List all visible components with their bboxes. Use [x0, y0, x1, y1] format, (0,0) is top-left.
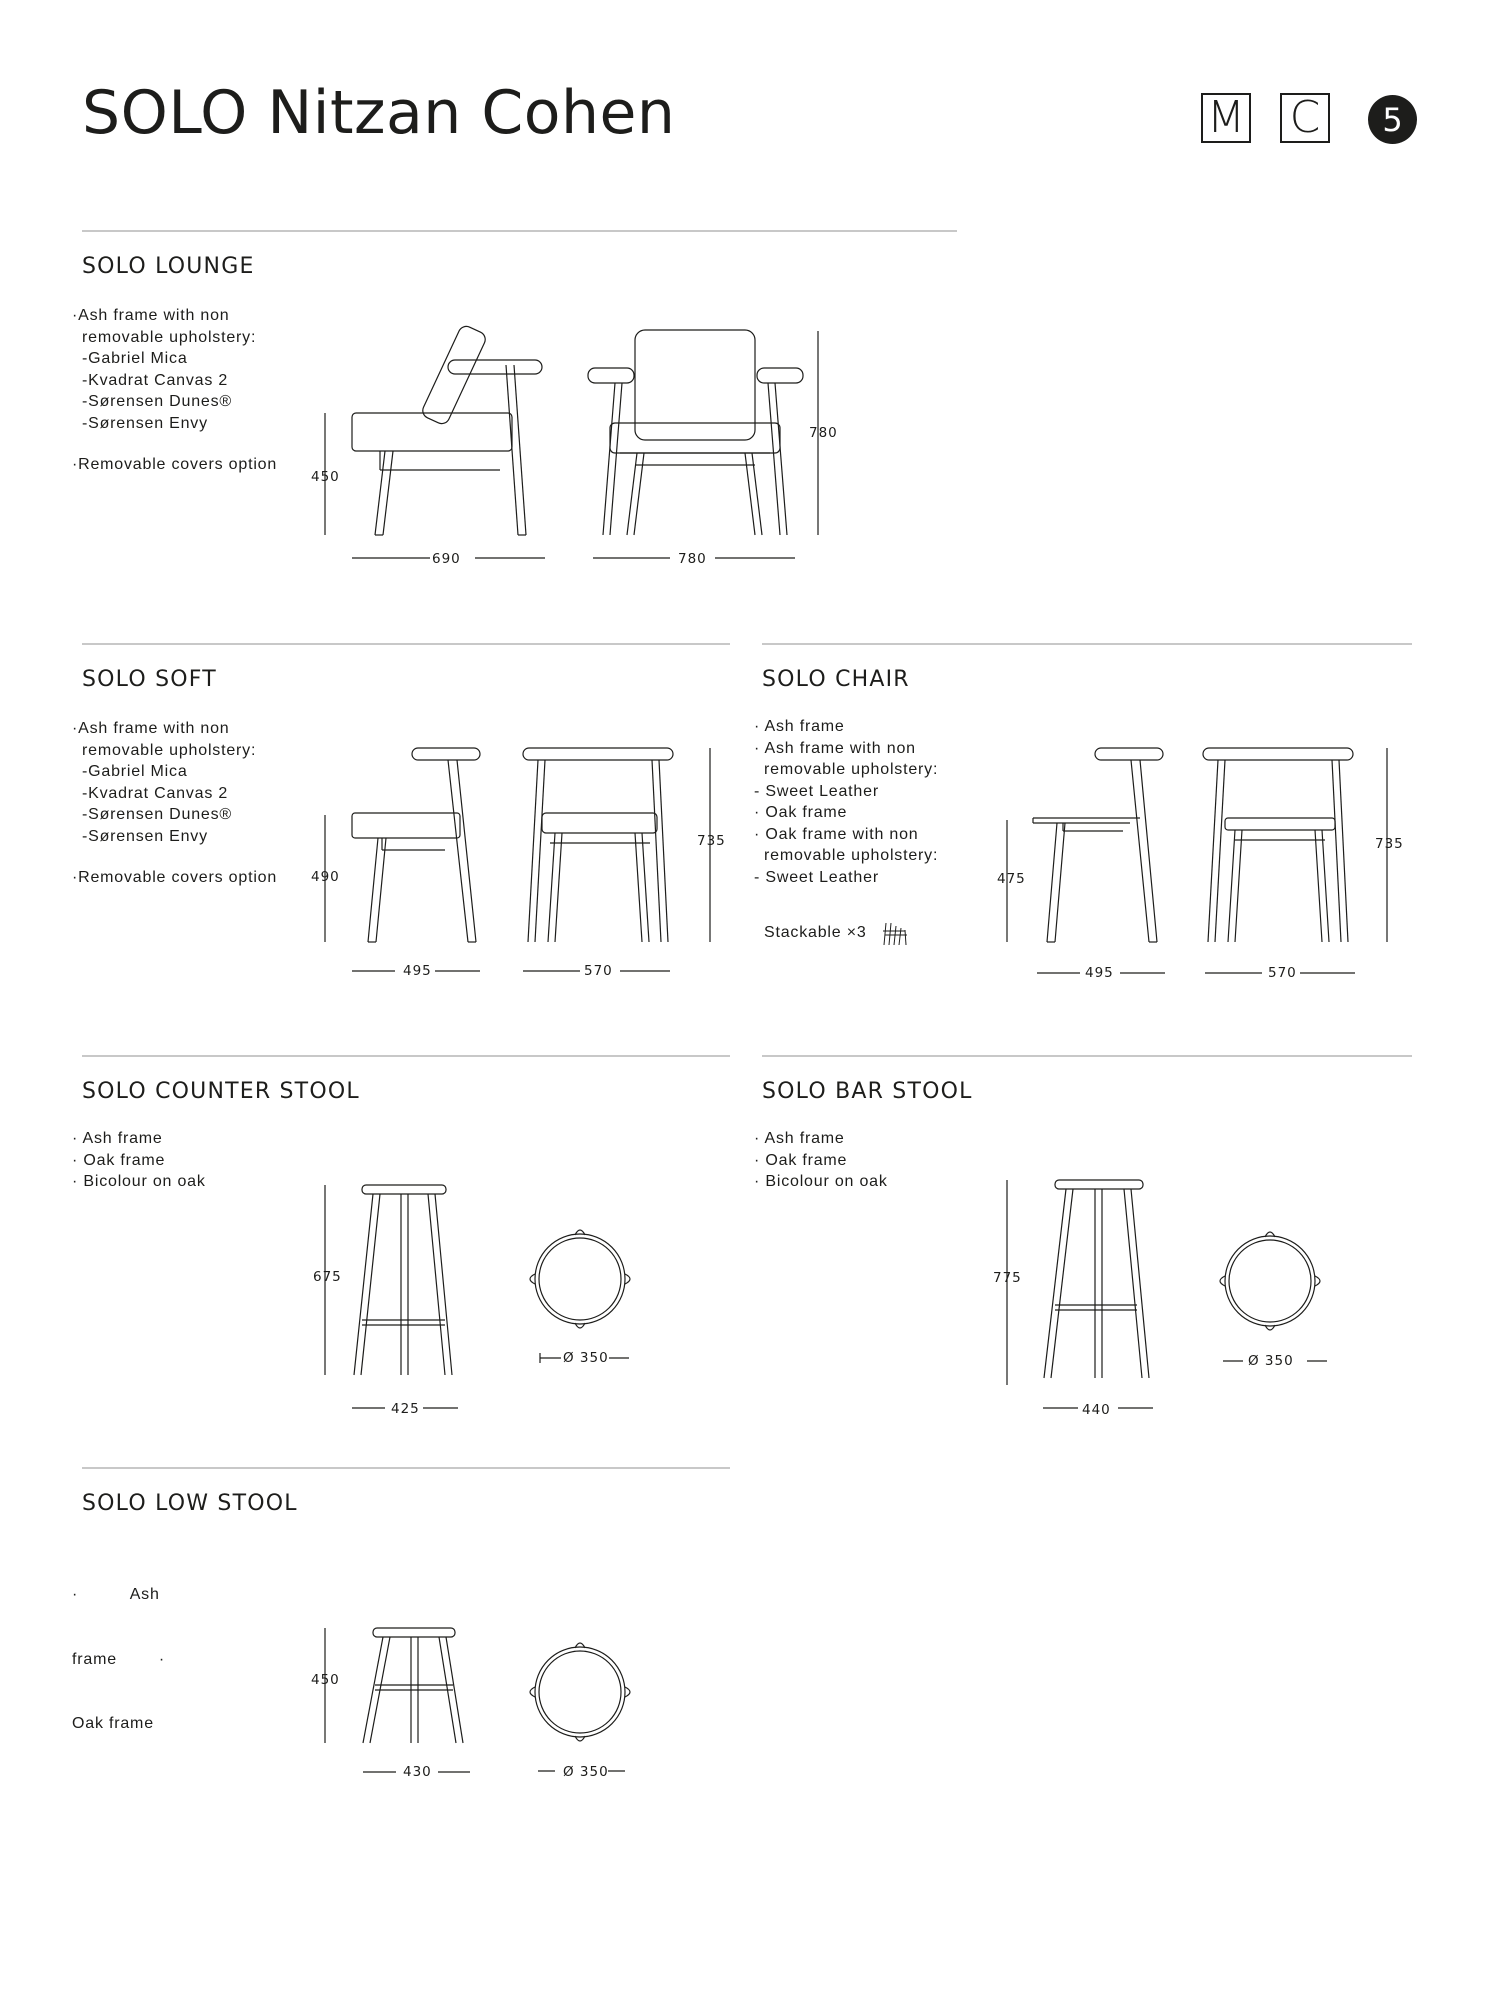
spec-item: · Ash frame	[72, 1130, 163, 1147]
spec-list-soft	[72, 718, 277, 889]
dim-chair-width: 570	[1268, 965, 1297, 981]
counter-stool-side-drawing	[318, 1180, 458, 1420]
spec-item: -Sørensen Envy	[82, 827, 208, 845]
soft-front-drawing	[520, 745, 715, 985]
dim-soft-seat-height: 490	[311, 869, 340, 885]
dim-chair-seat-height: 475	[997, 871, 1026, 887]
page-title: SOLO Nitzan Cohen	[82, 78, 676, 148]
dim-soft-total-height: 735	[697, 833, 726, 849]
spec-item: -Gabriel Mica	[82, 350, 188, 367]
section-divider	[762, 1055, 1412, 1057]
spec-item: · Oak frame with non	[754, 825, 919, 843]
spec-list-low-stool	[72, 1541, 165, 1756]
dim-lounge-depth: 690	[432, 551, 461, 567]
spec-item: - Sweet Leather	[754, 868, 879, 886]
spec-item: ·Removable covers option	[72, 869, 278, 886]
spec-item: ·Ash frame with non	[72, 307, 230, 324]
spec-item: · Oak frame	[754, 1151, 848, 1169]
section-title-bar-stool: SOLO BAR STOOL	[762, 1079, 973, 1104]
spec-item: - Sweet Leather	[754, 782, 879, 800]
section-title-low-stool: SOLO LOW STOOL	[82, 1491, 298, 1516]
spec-item: -Sørensen Envy	[82, 414, 208, 432]
section-divider	[82, 230, 957, 232]
spec-list-counter-stool	[72, 1128, 206, 1193]
dim-soft-width: 570	[584, 963, 613, 979]
spec-item: · Oak frame	[754, 804, 848, 821]
dim-lounge-seat-height: 450	[311, 469, 340, 485]
stackable-note	[764, 920, 909, 946]
spec-item: removable upholstery:	[82, 328, 257, 346]
bar-stool-side-drawing	[1000, 1175, 1150, 1425]
spec-item: removable upholstery:	[82, 741, 257, 759]
spec-item: · Ash	[72, 1586, 160, 1603]
spec-item: · Ash frame	[754, 718, 845, 735]
dim-counter-stool-width: 425	[391, 1401, 420, 1417]
soft-side-drawing	[320, 745, 495, 985]
section-divider	[82, 1055, 730, 1057]
dim-bar-stool-diameter: Ø 350	[1248, 1353, 1294, 1369]
dim-counter-stool-diameter: Ø 350	[563, 1350, 609, 1366]
section-title-counter-stool: SOLO COUNTER STOOL	[82, 1079, 360, 1104]
dim-bar-stool-width: 440	[1082, 1402, 1111, 1418]
spec-item: · Ash frame with non	[754, 739, 916, 757]
brand-logo-m: M	[1201, 93, 1251, 143]
dim-lounge-total-height: 780	[809, 425, 838, 441]
section-title-lounge: SOLO LOUNGE	[82, 254, 255, 279]
spec-item: removable upholstery:	[764, 761, 939, 778]
dim-counter-stool-height: 675	[313, 1269, 342, 1285]
dim-lounge-width: 780	[678, 551, 707, 567]
section-divider	[82, 1467, 730, 1469]
spec-item: -Gabriel Mica	[82, 763, 188, 780]
spec-item: ·Ash frame with non	[72, 720, 230, 737]
spec-item: frame ·	[72, 1650, 165, 1668]
dim-soft-depth: 495	[403, 963, 432, 979]
spec-item: · Bicolour on oak	[754, 1173, 888, 1190]
low-stool-top-drawing	[525, 1630, 640, 1780]
section-title-soft: SOLO SOFT	[82, 667, 217, 692]
spec-item: · Bicolour on oak	[72, 1173, 206, 1190]
spec-item: -Kvadrat Canvas 2	[82, 784, 229, 802]
stackable-label: Stackable ×3	[764, 924, 867, 941]
spec-item: -Sørensen Dunes®	[82, 806, 232, 823]
spec-item: -Kvadrat Canvas 2	[82, 371, 229, 389]
spec-list-chair	[754, 716, 938, 888]
spec-list-bar-stool	[754, 1128, 888, 1193]
dim-low-stool-height: 450	[311, 1672, 340, 1688]
dim-low-stool-width: 430	[403, 1764, 432, 1780]
chair-front-drawing	[1200, 745, 1395, 985]
spec-item: Oak frame	[72, 1715, 154, 1732]
spec-item: removable upholstery:	[764, 847, 939, 864]
lounge-front-drawing	[585, 325, 825, 570]
section-title-chair: SOLO CHAIR	[762, 667, 910, 692]
spec-item: ·Removable covers option	[72, 456, 278, 473]
brand-logo-c: C	[1280, 93, 1330, 143]
low-stool-side-drawing	[318, 1625, 468, 1785]
spec-list-lounge	[72, 305, 277, 476]
dim-chair-total-height: 735	[1375, 836, 1404, 852]
dim-chair-depth: 495	[1085, 965, 1114, 981]
page-number-badge: 5	[1368, 95, 1417, 144]
spec-item: · Ash frame	[754, 1130, 845, 1147]
spec-item: · Oak frame	[72, 1151, 166, 1169]
lounge-side-drawing	[310, 320, 560, 565]
spec-item: -Sørensen Dunes®	[82, 393, 232, 410]
chair-side-drawing	[995, 745, 1170, 985]
dim-low-stool-diameter: Ø 350	[563, 1764, 609, 1780]
section-divider	[762, 643, 1412, 645]
dim-bar-stool-height: 775	[993, 1270, 1022, 1286]
section-divider	[82, 643, 730, 645]
stack-icon	[881, 920, 909, 946]
